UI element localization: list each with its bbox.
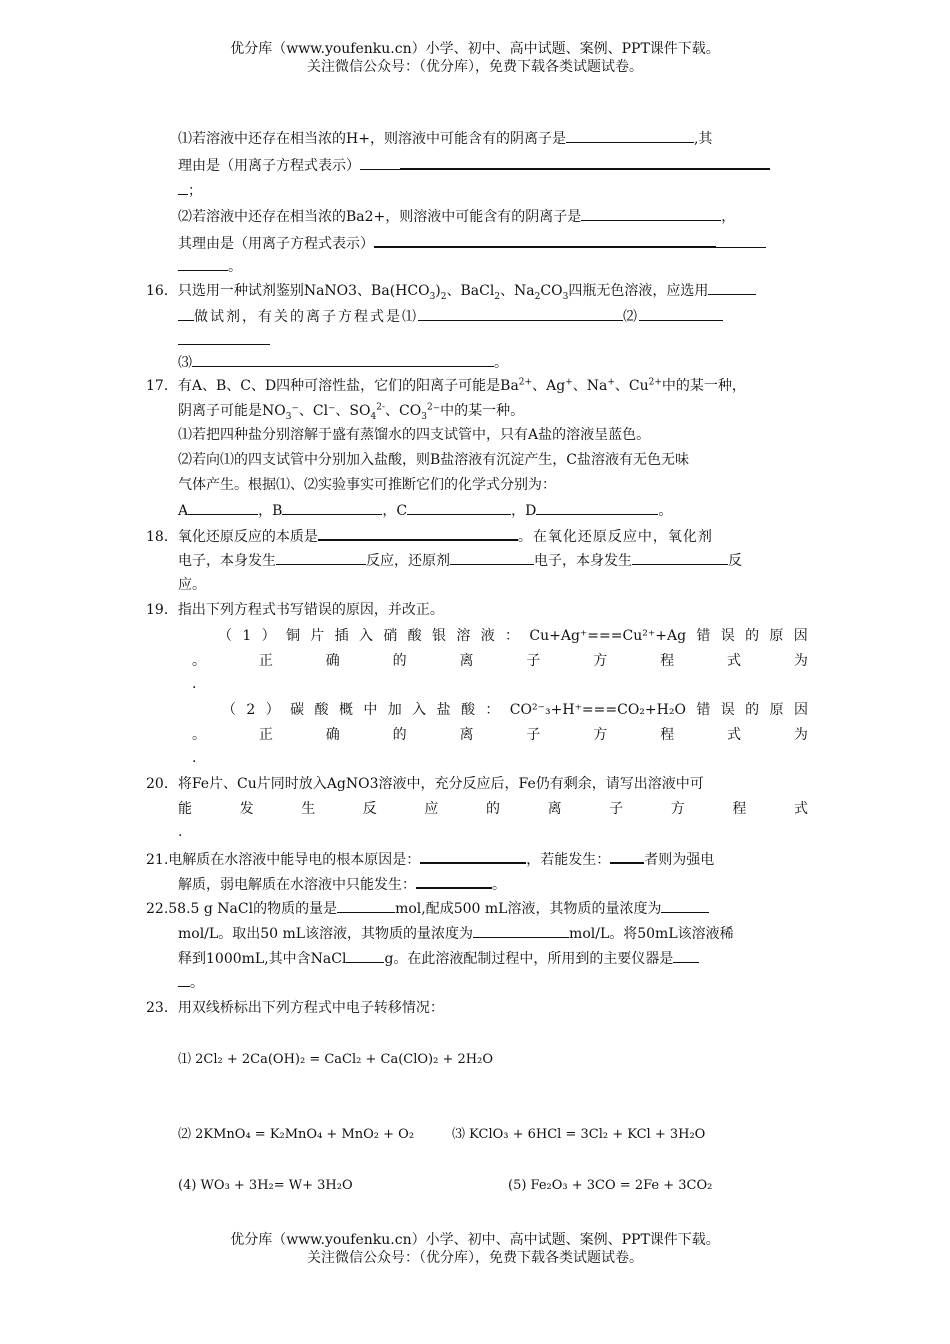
blank[interactable] — [188, 500, 258, 515]
q22-line3: 释到1000mL,其中含NaCl g。在此溶液配制过程中，所用到的主要仪器是 — [178, 948, 699, 969]
blank[interactable] — [632, 550, 728, 565]
page-header-line2: 关注微信公众号：（优分库），免费下载各类试题试卷。 — [307, 59, 643, 75]
q22-line4: 。 — [178, 972, 204, 993]
text-segment: 离 — [459, 653, 474, 669]
text-segment: 正 — [258, 653, 273, 669]
q23-equation-4: (4) WO₃ + 3H₂= W+ 3H₂O — [178, 1178, 353, 1193]
blank[interactable] — [178, 180, 188, 195]
text-segment: 液 — [480, 628, 495, 644]
text-segment: 误 — [720, 702, 735, 718]
text-segment: 正 — [258, 727, 273, 743]
q20-line1: 20．将Fe片、Cu片同时放入AgNO3溶液中，充分反应后，Fe仍有剩余，请写出溶液中可 — [146, 776, 704, 792]
text-segment: 的 — [392, 727, 407, 743]
blank[interactable] — [360, 155, 400, 170]
text-segment: 子 — [526, 727, 541, 743]
text-segment: 误 — [720, 628, 735, 644]
text-segment: 应 — [424, 801, 439, 817]
text-segment: 因 — [793, 628, 808, 644]
blank[interactable] — [192, 352, 494, 367]
text-segment: 盐 — [436, 702, 451, 718]
text-segment: 原 — [769, 628, 784, 644]
text-segment: 碳 — [290, 702, 305, 718]
text-segment: 硝 — [383, 628, 398, 644]
text-segment: ： — [505, 628, 520, 644]
text-segment: 中 — [363, 702, 378, 718]
q19-item1-line1 — [218, 626, 808, 646]
q17-line4: ⑵若向⑴的四支试管中分别加入盐酸，则B盐溶液有沉淀产生，C盐溶液有无色无味 — [178, 452, 689, 468]
blank[interactable] — [708, 280, 756, 295]
text-segment: （ — [222, 702, 236, 718]
text-segment: 原 — [769, 702, 784, 718]
text-segment: 因 — [793, 702, 808, 718]
blank[interactable] — [337, 898, 395, 913]
text-segment: 方 — [670, 801, 685, 817]
text-segment: 。 — [192, 653, 206, 669]
text-segment: 2 — [246, 702, 256, 718]
page-header-line1: 优分库（www.youfenku.cn）小学、初中、高中试题、案例、PPT课件下载。 — [230, 41, 720, 57]
q21-line2: 解质，弱电解质在水溶液中只能发生： 。 — [178, 873, 506, 895]
blank[interactable] — [178, 330, 270, 345]
q17-line2: 阴离子可能是$NO_3^-$、Cl⁻、$SO_4^{2-}$、$CO_3^2^-$中的某一种。 — [178, 402, 525, 422]
q22-line2: mol/L。取出50 mL该溶液，其物质的量浓度为 mol/L。将50mL该溶液稀 — [178, 923, 734, 944]
q15-part2-line3: 。 — [178, 256, 242, 277]
text-segment: 式 — [727, 653, 741, 669]
text-segment: 溶 — [456, 628, 471, 644]
text-segment: 1 — [242, 628, 252, 644]
text-segment: 的 — [745, 702, 760, 718]
page-footer-line1: 优分库（www.youfenku.cn）小学、初中、高中试题、案例、PPT课件下载。 — [230, 1232, 720, 1248]
q21-line1: 21.电解质在水溶液中能导电的根本原因是： ，若能发生： 者则为强电 — [146, 848, 714, 870]
q15-part1-line1: ⑴若溶液中还存在相当浓的H+，则溶液中可能含有的阴离子是 ,其 — [178, 128, 712, 149]
text-segment: （ — [218, 628, 232, 644]
text-segment: 为 — [793, 653, 808, 669]
q16-line4: ⑶ 。 — [178, 352, 508, 373]
text-segment: 方 — [593, 653, 608, 669]
text-segment: ： — [485, 702, 500, 718]
q18-line3: 应。 — [178, 577, 206, 593]
blank[interactable] — [178, 306, 194, 321]
text-segment: Cu+Ag⁺===Cu²⁺+Ag — [529, 628, 687, 644]
blank[interactable] — [178, 256, 228, 271]
q18-line1: 18．氧化还原反应的本质是 。在氧化还原反应中，氧化剂 — [146, 525, 713, 547]
text-segment: 确 — [325, 653, 340, 669]
q19-item2-dot: . — [192, 750, 197, 766]
q19-item2-line2 — [192, 725, 808, 745]
q18-line2: 电子，本身发生 反应，还原剂 电子，本身发生 反 — [178, 550, 742, 571]
q19-item2-line1 — [222, 700, 808, 720]
text-segment: 式 — [727, 727, 741, 743]
text-segment: 的 — [745, 628, 760, 644]
q17-line5: 气体产生。根据⑴、⑵实验事实可推断它们的化学式分别为： — [178, 477, 556, 493]
text-segment: 为 — [793, 727, 808, 743]
blank[interactable] — [716, 233, 766, 248]
text-segment: 的 — [392, 653, 407, 669]
text-segment: 的 — [485, 801, 500, 817]
q15-part1-line2: 理由是（用离子方程式表示） — [178, 154, 770, 176]
text-segment: 错 — [696, 702, 711, 718]
q23-equation-3: ⑶ KClO₃ + 6HCl = 3Cl₂ + KCl + 3H₂O — [452, 1127, 706, 1142]
q22-line1: 22.58.5 g NaCl的物质的量是 mol,配成500 mL溶液，其物质的量浓度为 — [146, 898, 709, 919]
text-segment: 子 — [609, 801, 624, 817]
blank[interactable] — [282, 500, 382, 515]
page-footer-line2: 关注微信公众号：（优分库），免费下载各类试题试卷。 — [307, 1250, 643, 1266]
blank[interactable] — [420, 848, 526, 864]
text-segment: 程 — [732, 801, 747, 817]
blank[interactable] — [407, 500, 511, 515]
blank[interactable] — [400, 154, 770, 170]
text-segment: 入 — [412, 702, 427, 718]
blank[interactable] — [566, 128, 694, 143]
q23-equation-5: (5) Fe₂O₃ + 3CO = 2Fe + 3CO₂ — [508, 1178, 713, 1193]
text-segment: 概 — [338, 702, 353, 718]
text-segment: 发 — [239, 801, 254, 817]
q17-line1: 17．有A、B、C、D四种可溶性盐，它们的阳离子可能是$Ba^{2+}$、Ag+、Na+、$Cu^{2+}$中的某一种， — [146, 377, 746, 394]
q15-part2-line2: 其理由是（用离子方程式表示） — [178, 232, 766, 254]
text-segment: 酸 — [460, 702, 475, 718]
text-segment: CO²⁻₃+H⁺===CO₂+H₂O — [509, 702, 686, 718]
text-segment: 离 — [459, 727, 474, 743]
text-segment: 插 — [334, 628, 349, 644]
q23-equation-1: ⑴ 2Cl₂ + 2Ca(OH)₂ = CaCl₂ + Ca(ClO)₂ + 2H₂O — [178, 1052, 493, 1067]
blank[interactable] — [178, 972, 190, 987]
text-segment: 加 — [387, 702, 402, 718]
blank[interactable] — [318, 525, 518, 541]
q16-line3 — [178, 330, 270, 351]
text-segment: 离 — [547, 801, 562, 817]
blank[interactable] — [276, 550, 366, 565]
q16-line2: 做试剂，有关的离子方程式是⑴ ⑵ — [178, 306, 723, 327]
text-segment: 程 — [660, 727, 675, 743]
blank[interactable] — [673, 948, 699, 963]
text-segment: 能 — [178, 801, 192, 817]
text-segment: 程 — [660, 653, 675, 669]
blank[interactable] — [639, 306, 723, 321]
blank[interactable] — [450, 550, 534, 565]
q17-line3: ⑴若把四种盐分别溶解于盛有蒸馏水的四支试管中，只有A盐的溶液呈蓝色。 — [178, 427, 651, 443]
q15-part1-line3: ； — [178, 180, 202, 201]
q19-item1-dot: . — [192, 676, 197, 692]
q20-dot: . — [178, 824, 183, 840]
text-segment: 方 — [593, 727, 608, 743]
text-segment: ） — [265, 702, 280, 718]
blank[interactable] — [661, 898, 709, 913]
blank[interactable] — [374, 232, 716, 248]
text-segment: 确 — [325, 727, 340, 743]
text-segment: 反 — [362, 801, 377, 817]
blank[interactable] — [581, 206, 721, 221]
text-segment: 。 — [192, 727, 206, 743]
blank[interactable] — [610, 848, 644, 864]
q19-title: 19．指出下列方程式书写错误的原因，并改正。 — [146, 602, 444, 618]
q23-equation-2: ⑵ 2KMnO₄ = K₂MnO₄ + MnO₂ + O₂ — [178, 1127, 415, 1142]
text-segment: 式 — [793, 801, 808, 817]
text-segment: 酸 — [314, 702, 329, 718]
q19-item1-line2 — [192, 651, 808, 671]
blank[interactable] — [536, 500, 658, 515]
text-segment: 片 — [310, 628, 325, 644]
text-segment: 银 — [432, 628, 447, 644]
q23-title: 23．用双线桥标出下列方程式中电子转移情况： — [146, 1000, 444, 1016]
text-segment: 入 — [358, 628, 373, 644]
text-segment: 错 — [696, 628, 711, 644]
text-segment: 酸 — [407, 628, 422, 644]
q20-line2 — [178, 799, 808, 819]
text-segment: 生 — [301, 801, 316, 817]
blank[interactable] — [473, 923, 569, 938]
text-segment: 铜 — [285, 628, 300, 644]
blank[interactable] — [418, 306, 623, 321]
text-segment: 子 — [526, 653, 541, 669]
text-segment: ） — [261, 628, 276, 644]
q17-answers: A ，B ，C ，D 。 — [178, 500, 672, 521]
q16-line1: 16．只选用一种试剂鉴别NaNO3、$Ba(HCO_3)_2$、BaCl$_2$、$Na_2CO_3$四瓶无色溶液，应选用 — [146, 280, 756, 301]
blank[interactable] — [346, 948, 384, 963]
blank[interactable] — [416, 873, 492, 889]
q15-part2-line1: ⑵若溶液中还存在相当浓的Ba2+，则溶液中可能含有的阴离子是 ， — [178, 206, 735, 227]
